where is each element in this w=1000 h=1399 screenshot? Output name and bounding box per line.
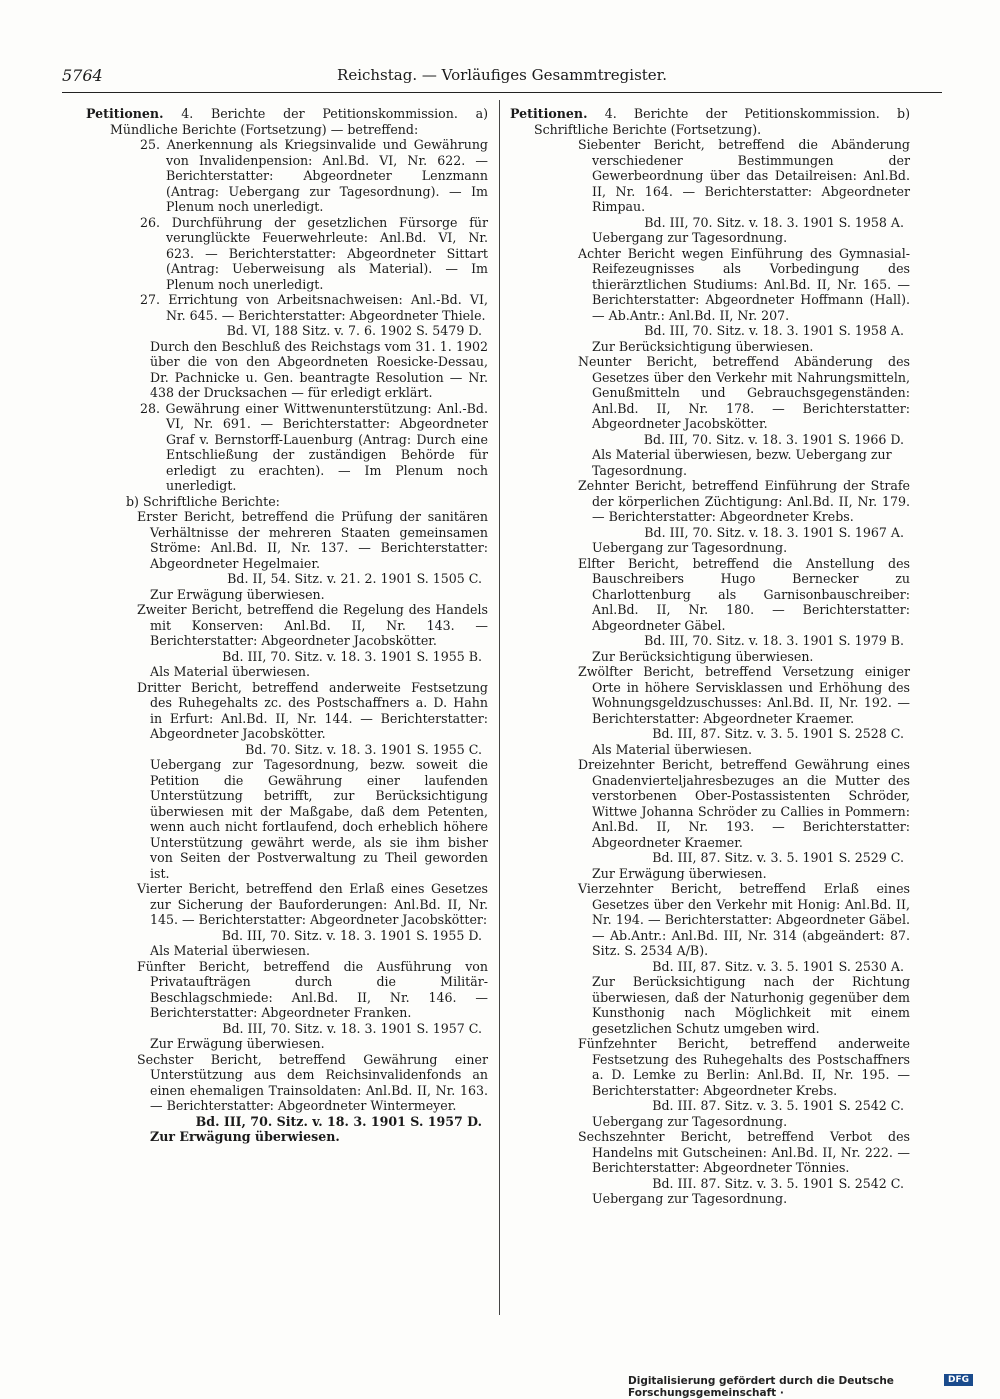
subsection-heading: b) Schriftliche Berichte: <box>126 493 280 509</box>
reference: Bd. 70. Sitz. v. 18. 3. 1901 S. 1955 C. <box>245 741 482 757</box>
resolution: Uebergang zur Tagesordnung, bezw. soweit die Petition die Gewährung einer laufenden Unterstützung betrifft, zur Berücksichtigung überwiesen mit der Maßgabe, daß dem Petenten, wenn auch nicht fortlaufend, doch erheblich höhere Unterstützung gewährt werde, als sie ihm bisher von Seiten der Postverwaltung zu Theil geworden ist. <box>150 757 488 881</box>
list-item: 26. Durchführung der gesetzlichen Fürsorge für verunglückte Feuerwehrleute: Anl.Bd. VI, Nr. 623. — Berichterstatter: Abgeordneter Sittart (Antrag: Ueberweisung als Material). — Im Plenum noch unerledigt. <box>140 214 488 292</box>
resolution: Zur Berücksichtigung überwiesen. <box>592 648 814 664</box>
heading-bold: Petitionen. <box>86 106 164 121</box>
resolution: Zur Erwägung überwiesen. <box>592 865 767 881</box>
reference: Bd. II, 54. Sitz. v. 21. 2. 1901 S. 1505 C. <box>227 571 482 586</box>
resolution: Zur Berücksichtigung nach der Richtung überwiesen, daß der Naturhonig gegenüber dem Kunsthonig nach Möglichkeit mit einem gesetzlichen Schutz umgeben wird. <box>592 974 910 1036</box>
report-entry: Zwölfter Bericht, betreffend Versetzung einiger Orte in höhere Servisklassen und Erhöhung des Wohnungsgeldzuschusses: Anl.Bd. II, Nr. 192. — Berichterstatter: Abgeordneter Kraemer. <box>578 664 910 726</box>
report-entry: Sechszehnter Bericht, betreffend Verbot des Handelns mit Gutscheinen: Anl.Bd. II, Nr. 222. — Berichterstatter: Abgeordneter Tönnies. <box>578 1129 910 1175</box>
report-entry: Dreizehnter Bericht, betreffend Gewährung eines Gnadenvierteljahresbezuges an die Mutter des verstorbenen Ober-Postassistenten Schröder, Wittwe Johanna Schröder zu Callies in Pommern: Anl.Bd. II, Nr. 193. — Berichterstatter: Abgeordneter Kraemer. <box>578 757 910 850</box>
resolution: Als Material überwiesen, bezw. Uebergang zur Tagesordnung. <box>592 447 892 478</box>
report-entry: Elfter Bericht, betreffend die Anstellung des Bauschreibers Hugo Bernecker zu Charlottenburg als Garnisonbauschreiber: Anl.Bd. II, Nr. 180. — Berichterstatter: Abgeordneter Gäbel. <box>578 555 910 633</box>
reference: Bd. III, 87. Sitz. v. 3. 5. 1901 S. 2529 C. <box>652 850 904 865</box>
reference: Bd. III, 70. Sitz. v. 18. 3. 1901 S. 1955 B. <box>222 648 482 664</box>
reference: Bd. III, 70. Sitz. v. 18. 3. 1901 S. 1955 D. <box>221 927 482 943</box>
column-divider <box>499 100 500 1315</box>
reference: Bd. III, 70. Sitz. v. 18. 3. 1901 S. 1958 A. <box>644 214 904 230</box>
list-item: 27. Errichtung von Arbeitsnachweisen: Anl.-Bd. VI, Nr. 645. — Berichterstatter: Abgeordneter Thiele. <box>140 292 488 323</box>
list-item: 25. Anerkennung als Kriegsinvalide und Gewährung von Invalidenpension: Anl.Bd. VI, Nr. 622. — Berichterstatter: Abgeordneter Lenzmann (Antrag: Uebergang zur Tagesordnung). — Im Plenum noch unerledigt. <box>140 137 488 214</box>
heading-bold: Petitionen. <box>510 106 588 121</box>
resolution: Uebergang zur Tagesordnung. <box>592 1191 788 1206</box>
report-entry: Dritter Bericht, betreffend anderweite Festsetzung des Ruhegehalts zc. des Postschaffners a. D. Hahn in Erfurt: Anl.Bd. II, Nr. 144. — Berichterstatter: Abgeordneter Jacobskötter. <box>137 679 488 741</box>
reference: Bd. III, 70. Sitz. v. 18. 3. 1901 S. 1958 A. <box>644 323 904 338</box>
reference: Bd. III. 87. Sitz. v. 3. 5. 1901 S. 2542 C. <box>652 1098 904 1113</box>
resolution: Zur Berücksichtigung überwiesen. <box>592 338 814 354</box>
reference: Bd. III, 87. Sitz. v. 3. 5. 1901 S. 2528 C. <box>652 726 904 741</box>
list-item: 28. Gewährung einer Wittwenunterstützung: Anl.-Bd. VI, Nr. 691. — Berichterstatter: Abgeordneter Graf v. Bernstorff-Lauenburg (Antrag: Durch eine Entschließung der zuständigen Behörde für erledigt zu erachten). — Im Plenum noch unerledigt. <box>140 400 488 493</box>
report-entry: Sechster Bericht, betreffend Gewährung einer Unterstützung aus dem Reichsinvalidenfonds an einen ehemaligen Trainsoldaten: Anl.Bd. II, Nr. 163. — Berichterstatter: Abgeordneter Wintermeyer. <box>137 1051 488 1113</box>
header-rule <box>62 92 942 93</box>
section-heading <box>510 106 910 137</box>
reference: Bd. III, 70. Sitz. v. 18. 3. 1901 S. 1979 B. <box>644 633 904 648</box>
reference: Bd. III, 70. Sitz. v. 18. 3. 1901 S. 1966 D. <box>643 431 904 447</box>
report-entry: Vierter Bericht, betreffend den Erlaß eines Gesetzes zur Sicherung der Bauforderungen: Anl.Bd. II, Nr. 145. — Berichterstatter: Abgeordneter Jacobskötter: <box>137 881 488 927</box>
resolution: Uebergang zur Tagesordnung. <box>592 230 788 245</box>
resolution: Zur Erwägung überwiesen. <box>150 1129 340 1144</box>
reference: Bd. VI, 188 Sitz. v. 7. 6. 1902 S. 5479 D. <box>226 323 482 338</box>
report-entry: Siebenter Bericht, betreffend die Abänderung verschiedener Bestimmungen der Gewerbeordnung über das Detailreisen: Anl.Bd. II, Nr. 164. — Berichterstatter: Abgeordneter Rimpau. <box>578 137 910 214</box>
heading-text: 4. Berichte der Petitionskommission. b) Schriftliche Berichte (Fortsetzung). <box>534 106 910 137</box>
resolution: Uebergang zur Tagesordnung. <box>592 1113 788 1129</box>
resolution: Uebergang zur Tagesordnung. <box>592 540 788 555</box>
digitization-credit: Digitalisierung gefördert durch die Deutsche Forschungsgemeinschaft · <box>628 1375 894 1399</box>
reference: Bd. III, 70. Sitz. v. 18. 3. 1901 S. 1967 A. <box>644 524 904 540</box>
resolution: Durch den Beschluß des Reichstags vom 31. 1. 1902 über die von den Abgeordneten Roesicke-Dessau, Dr. Pachnicke u. Gen. beantragte Resolution — Nr. 438 der Drucksachen — für erledigt erklärt. <box>150 338 488 400</box>
page-number: 5764 <box>62 66 103 85</box>
report-entry: Zehnter Bericht, betreffend Einführung der Strafe der körperlichen Züchtigung: Anl.Bd. II, Nr. 179. — Berichterstatter: Abgeordneter Krebs. <box>578 478 910 524</box>
page-header <box>62 66 942 90</box>
section-heading <box>86 106 488 137</box>
reference: Bd. III, 70. Sitz. v. 18. 3. 1901 S. 1957 C. <box>222 1020 482 1036</box>
reference: Bd. III, 70. Sitz. v. 18. 3. 1901 S. 1957 D. <box>195 1113 482 1129</box>
heading-text: 4. Berichte der Petitionskommission. a) Mündliche Berichte (Fortsetzung) — betreffend: <box>110 106 488 137</box>
resolution: Als Material überwiesen. <box>592 741 753 757</box>
report-entry: Achter Bericht wegen Einführung des Gymnasial-Reifezeugnisses als Vorbedingung des thierärztlichen Studiums: Anl.Bd. II, Nr. 165. — Berichterstatter: Abgeordneter Hoffmann (Hall). — Ab.Antr.: Anl.Bd. II, Nr. 207. <box>578 245 910 323</box>
report-entry: Fünfzehnter Bericht, betreffend anderweite Festsetzung des Ruhegehalts des Postschaffners a. D. Lemke zu Berlin: Anl.Bd. II, Nr. 195. — Berichterstatter: Abgeordneter Krebs. <box>578 1036 910 1098</box>
right-column <box>510 106 910 1207</box>
resolution: Zur Erwägung überwiesen. <box>150 1036 325 1051</box>
resolution: Als Material überwiesen. <box>150 664 311 679</box>
running-title: Reichstag. — Vorläufiges Gesammtregister. <box>337 66 667 84</box>
left-column <box>86 106 488 1145</box>
reference: Bd. III. 87. Sitz. v. 3. 5. 1901 S. 2542 C. <box>652 1175 904 1191</box>
report-entry: Fünfter Bericht, betreffend die Ausführung von Privataufträgen durch die Militär-Beschlagschmiede: Anl.Bd. II, Nr. 146. — Berichterstatter: Abgeordneter Franken. <box>137 958 488 1020</box>
report-entry: Zweiter Bericht, betreffend die Regelung des Handels mit Konserven: Anl.Bd. II, Nr. 143. — Berichterstatter: Abgeordneter Jacobskötter. <box>137 602 488 648</box>
report-entry: Neunter Bericht, betreffend Abänderung des Gesetzes über den Verkehr mit Nahrungsmitteln, Genußmitteln und Gebrauchsgegenständen: Anl.Bd. II, Nr. 178. — Berichterstatter: Abgeordneter Jacobskötter. <box>578 354 910 431</box>
report-entry: Erster Bericht, betreffend die Prüfung der sanitären Verhältnisse der mehreren Staaten gemeinsamen Ströme: Anl.Bd. II, Nr. 137. — Berichterstatter: Abgeordneter Hegelmaier. <box>137 509 488 571</box>
reference: Bd. III, 87. Sitz. v. 3. 5. 1901 S. 2530 A. <box>652 958 904 974</box>
dfg-logo: DFG <box>944 1374 973 1386</box>
resolution: Als Material überwiesen. <box>150 943 311 958</box>
resolution: Zur Erwägung überwiesen. <box>150 586 325 602</box>
report-entry: Vierzehnter Bericht, betreffend Erlaß eines Gesetzes über den Verkehr mit Honig: Anl.Bd. II, Nr. 194. — Berichterstatter: Abgeordneter Gäbel. — Ab.Antr.: Anl.Bd. III, Nr. 314 (abgeändert: 87. Sitz. S. 2534 A/B). <box>578 881 910 958</box>
